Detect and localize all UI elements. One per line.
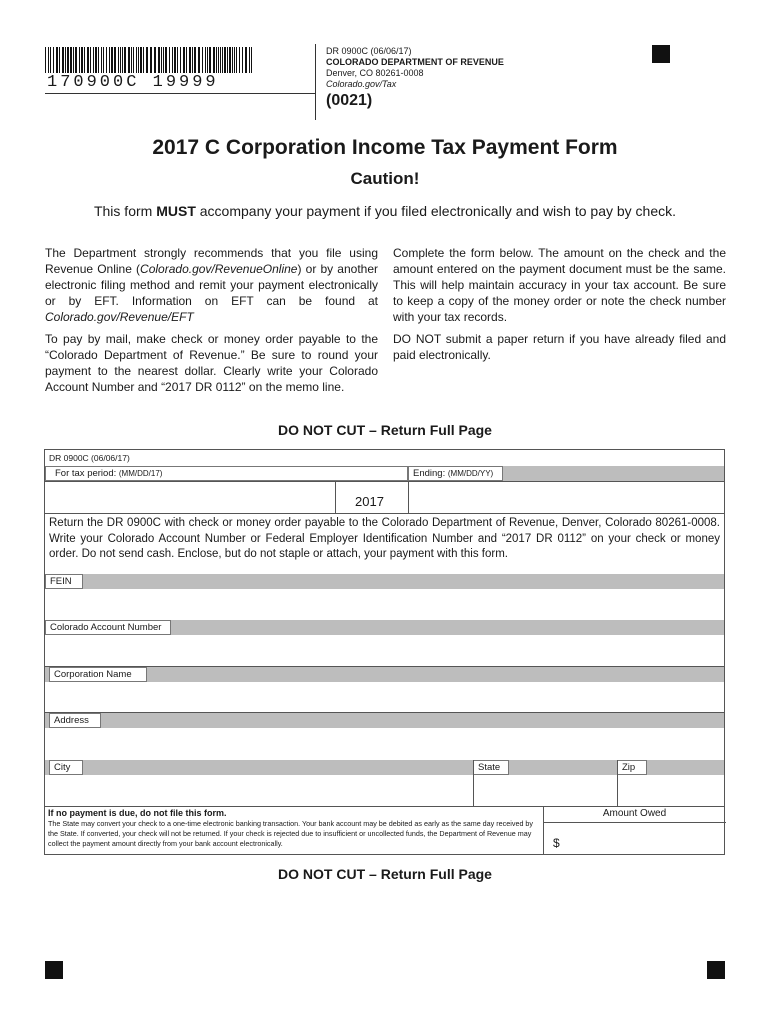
caution-heading: Caution! (350, 169, 420, 188)
barcode-bar (95, 47, 97, 73)
agency-website: Colorado.gov/Tax (326, 79, 397, 89)
barcode-bar (75, 47, 77, 73)
barcode-bar (50, 47, 51, 73)
conversion-fine-print: The State may convert your check to a one-time electronic banking transaction. Your bank account may be debited as early as the same day received by the State. If converted, your check will not be returned. If your check is rejected due to insufficient or uncollected funds, the Department of Revenue may collect the payment amount directly from your bank account electronically. (48, 819, 534, 848)
barcode-bar (53, 47, 54, 73)
barcode-bar (67, 47, 69, 73)
barcode-bar (114, 47, 116, 73)
dollar-sign: $ (553, 836, 560, 850)
barcode-bar (98, 47, 99, 73)
barcode-bar (131, 47, 132, 73)
barcode-bar (161, 47, 162, 73)
barcode-bar (216, 47, 217, 73)
divider (45, 93, 315, 94)
do-not-cut-top: DO NOT CUT – Return Full Page (278, 422, 492, 438)
barcode-bar (224, 47, 226, 73)
address-label: Address (49, 713, 101, 728)
barcode-bar (222, 47, 223, 73)
barcode-bar (128, 47, 130, 73)
account-number-label: Colorado Account Number (45, 620, 171, 635)
barcode-number: 170900C 19999 (47, 73, 219, 92)
tax-period-field[interactable]: For tax period: (MM/DD/17) (45, 466, 408, 481)
barcode-bar (124, 47, 126, 73)
state-label: State (473, 760, 509, 775)
barcode-bar (194, 47, 196, 73)
barcode-bar (242, 47, 243, 73)
agency-name: COLORADO DEPARTMENT OF REVENUE (326, 57, 504, 67)
tax-year: 2017 (355, 494, 384, 509)
form-id-small: DR 0900C (06/06/17) (49, 453, 130, 463)
barcode-bar (209, 47, 211, 73)
zip-label: Zip (617, 760, 647, 775)
city-label: City (49, 760, 83, 775)
barcode-bar (165, 47, 167, 73)
barcode-bar (133, 47, 134, 73)
barcode-bar (106, 47, 107, 73)
barcode-bar (154, 47, 156, 73)
barcode-bar (205, 47, 206, 73)
barcode-bar (87, 47, 89, 73)
barcode-bar (186, 47, 187, 73)
barcode-bar (239, 47, 240, 73)
barcode-bar (189, 47, 191, 73)
barcode-bar (120, 47, 121, 73)
form-id: DR 0900C (06/06/17) (326, 46, 412, 56)
barcode-bar (249, 47, 250, 73)
payment-form (44, 449, 725, 855)
barcode-bar (251, 47, 252, 73)
do-not-cut-bottom: DO NOT CUT – Return Full Page (278, 866, 492, 882)
barcode-bar (177, 47, 178, 73)
divider (315, 44, 316, 120)
barcode-bar (109, 47, 110, 73)
barcode-bar (140, 47, 142, 73)
barcode-bar (169, 47, 170, 73)
barcode-bar (229, 47, 231, 73)
barcode-bar (143, 47, 144, 73)
city-state-zip-input[interactable] (45, 775, 724, 805)
barcode-bar (65, 47, 66, 73)
amount-owed-input[interactable] (565, 824, 723, 852)
barcode-bar (220, 47, 221, 73)
barcode-bar (236, 47, 237, 73)
barcode-bar (163, 47, 164, 73)
corporation-name-label: Corporation Name (49, 667, 147, 682)
registration-mark (652, 45, 670, 63)
barcode-bar (213, 47, 215, 73)
barcode-bar (118, 47, 119, 73)
barcode-bar (202, 47, 203, 73)
form-code: (0021) (326, 92, 373, 109)
barcode-bar (59, 47, 60, 73)
barcode-bar (234, 47, 235, 73)
barcode-bar (90, 47, 91, 73)
barcode-bar (207, 47, 208, 73)
barcode-bar (45, 47, 46, 73)
barcode-bar (84, 47, 85, 73)
barcode-bar (146, 47, 148, 73)
barcode-bar (62, 47, 64, 73)
barcode-bar (245, 47, 247, 73)
page-title: 2017 C Corporation Income Tax Payment Form (152, 136, 618, 159)
ending-field[interactable]: Ending: (MM/DD/YY) (408, 466, 503, 481)
barcode-bar (218, 47, 219, 73)
barcode-bar (73, 47, 74, 73)
barcode-bar (56, 47, 58, 73)
agency-address: Denver, CO 80261-0008 (326, 68, 424, 78)
barcode-bar (81, 47, 83, 73)
left-instructions: The Department strongly recommends that you file using Revenue Online (Colorado.gov/RevenueOnline) or by another electronic filing method and remit your payment electronically or by EFT. Information on EFT can be found at Colorado.gov/Revenue/EFT To pay by mail, make check or money order payable to the “Colorado Department of Revenue.” Be sure to round your payment to the nearest dollar. Clearly write your Colorado Account Number and “2017 DR 0112” on the memo line. (45, 246, 379, 394)
barcode (45, 47, 255, 73)
barcode-bar (138, 47, 139, 73)
barcode-bar (150, 47, 152, 73)
barcode-bar (158, 47, 160, 73)
barcode-bar (111, 47, 113, 73)
barcode-bar (183, 47, 185, 73)
fein-label: FEIN (45, 574, 83, 589)
barcode-bar (101, 47, 102, 73)
barcode-bar (172, 47, 173, 73)
barcode-bar (79, 47, 80, 73)
barcode-bar (198, 47, 200, 73)
barcode-bar (122, 47, 123, 73)
barcode-bar (93, 47, 94, 73)
address-input[interactable] (45, 728, 724, 759)
barcode-bar (103, 47, 104, 73)
barcode-bar (70, 47, 72, 73)
amount-owed-label: Amount Owed (602, 808, 667, 819)
must-notice: This form MUST accompany your payment if you filed electronically and wish to pay by check. (93, 203, 677, 219)
corporation-name-input[interactable] (45, 682, 724, 712)
barcode-bar (180, 47, 181, 73)
barcode-bar (227, 47, 228, 73)
registration-mark (707, 961, 725, 979)
barcode-bar (192, 47, 193, 73)
barcode-bar (48, 47, 49, 73)
registration-mark (45, 961, 63, 979)
barcode-bar (174, 47, 176, 73)
return-instructions: Return the DR 0900C with check or money order payable to the Colorado Department of Revenue, Denver, Colorado 80261-0008. Write your Colorado Account Number or Federal Employer Identification Number and “2017 DR 0112” on your check or money order. Do not send cash. Enclose, but do not staple or attach, your payment with this form. (49, 517, 720, 560)
no-payment-notice: If no payment is due, do not file this form. (48, 808, 227, 818)
right-instructions: Complete the form below. The amount on the check and the amount entered on the payment document must be the same. This will help maintain accuracy in your tax account. Be sure to keep a copy of the money order or note the check number with your tax records. DO NOT submit a paper return if you have already filed and paid electronically. (393, 246, 726, 362)
barcode-bar (232, 47, 233, 73)
fein-input[interactable] (45, 589, 724, 620)
barcode-bar (136, 47, 137, 73)
account-number-input[interactable] (45, 635, 724, 666)
